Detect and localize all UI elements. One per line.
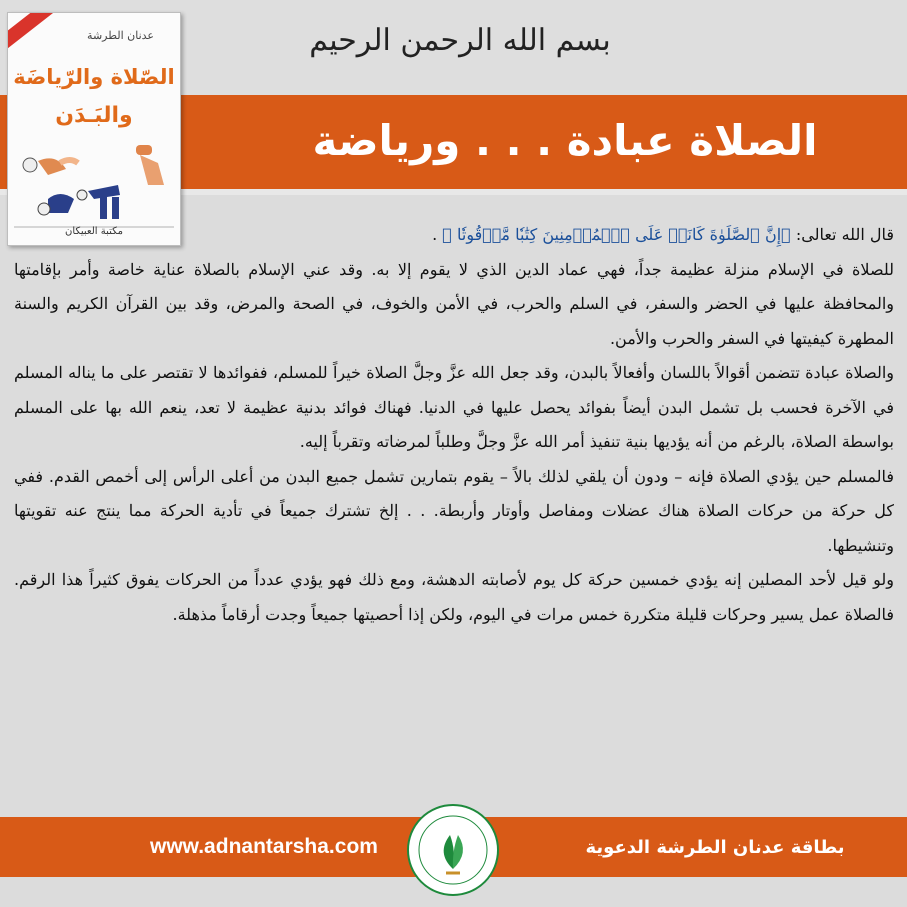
figure-bowing-icon — [77, 185, 120, 219]
paragraph-2: والصلاة عبادة تتضمن أقوالاً باللسان وأفعالاً بالبدن، وقد جعل الله عزَّ وجلَّ الصلاة خيراً للمسلم، ففوائدها لا تقتصر على ما يناله المسلم في الآخرة فحسب بل تشمل البدن أيضاً بفوائد يحصل عليها في الدنيا. فهناك فوائد بدنية عظيمة لا تعد، ينعم الله بها على المسلم بواسطة الصلاة، بالرغم من أنه يؤديها بنية تنفيذ أمر الله عزَّ وجلَّ وطلباً لمرضاته وتقرباً إليه. — [14, 363, 894, 451]
cover-publisher: مكتبة العبيكان — [64, 226, 124, 237]
figure-standing-icon — [136, 145, 164, 185]
intro-end: . — [432, 225, 443, 244]
cover-title-line2: والبَـدَن — [55, 103, 133, 128]
cover-author: عدنان الطرشة — [87, 29, 154, 42]
figure-prostrating-icon — [38, 194, 74, 215]
intro-label: قال الله تعالى: — [790, 225, 894, 244]
figure-sitting-icon — [23, 158, 78, 175]
card-label: بطاقة عدنان الطرشة الدعوية — [585, 836, 845, 858]
paragraph-1: للصلاة في الإسلام منزلة عظيمة جداً، فهي عماد الدين الذي لا يقوم إلا به. وقد عني الإسلام بالصلاة عناية خاصة وأمر بإقامتها والمحافظة عليها في الحضر والسفر، في السلم والحرب، في الأمن والخوف، في الصحة والمرض، وقد بين القرآن الكريم والسنة المطهرة كيفيتها في السفر والحرب والأمن. — [14, 259, 894, 348]
book-cover-image — [7, 12, 181, 246]
website-link[interactable]: www.adnantarsha.com — [150, 835, 378, 858]
logo-emblem-icon — [406, 803, 500, 897]
quran-verse: ﴿إِنَّ ٱلصَّلَوٰةَ كَانَتۡ عَلَى ٱلۡمُؤۡمِنِينَ كِتَٰبٗا مَّوۡقُوتٗا ﴾ — [442, 225, 791, 244]
paragraph-4: ولو قيل لأحد المصلين إنه يؤدي خمسين حركة كل يوم لأصابته الدهشة، ومع ذلك فهو يؤدي عدداً من الحركات يفوق كثيراً هذا الرقم. فالصلاة عمل يسير وحركات قليلة متكررة خمس مرات في اليوم، ولكن إذا أحصيتها جميعاً وجدت أرقاماً مذهلة. — [14, 570, 894, 624]
article-body — [14, 218, 894, 632]
paragraph-3: فالمسلم حين يؤدي الصلاة فإنه – ودون أن يلقي لذلك بالاً – يقوم بتمارين تشمل جميع البدن من أعلى الرأس إلى أخمص القدم. ففي كل حركة من حركات الصلاة هناك عضلات ومفاصل وأوتار وأربطة. . . إلخ تشترك جميعاً في تأدية الحركة مما ينتج عنه تقويتها وتنشيطها. — [14, 466, 894, 555]
cover-title-line1: الصّلاة والرّياضَة — [13, 65, 175, 89]
cover-prayer-figures-illustration — [8, 13, 180, 245]
page-title: الصلاة عبادة . . . ورياضة — [312, 115, 818, 165]
intro-paragraph — [14, 218, 894, 253]
basmala-calligraphy: بسم الله الرحمن الرحيم — [309, 22, 611, 58]
